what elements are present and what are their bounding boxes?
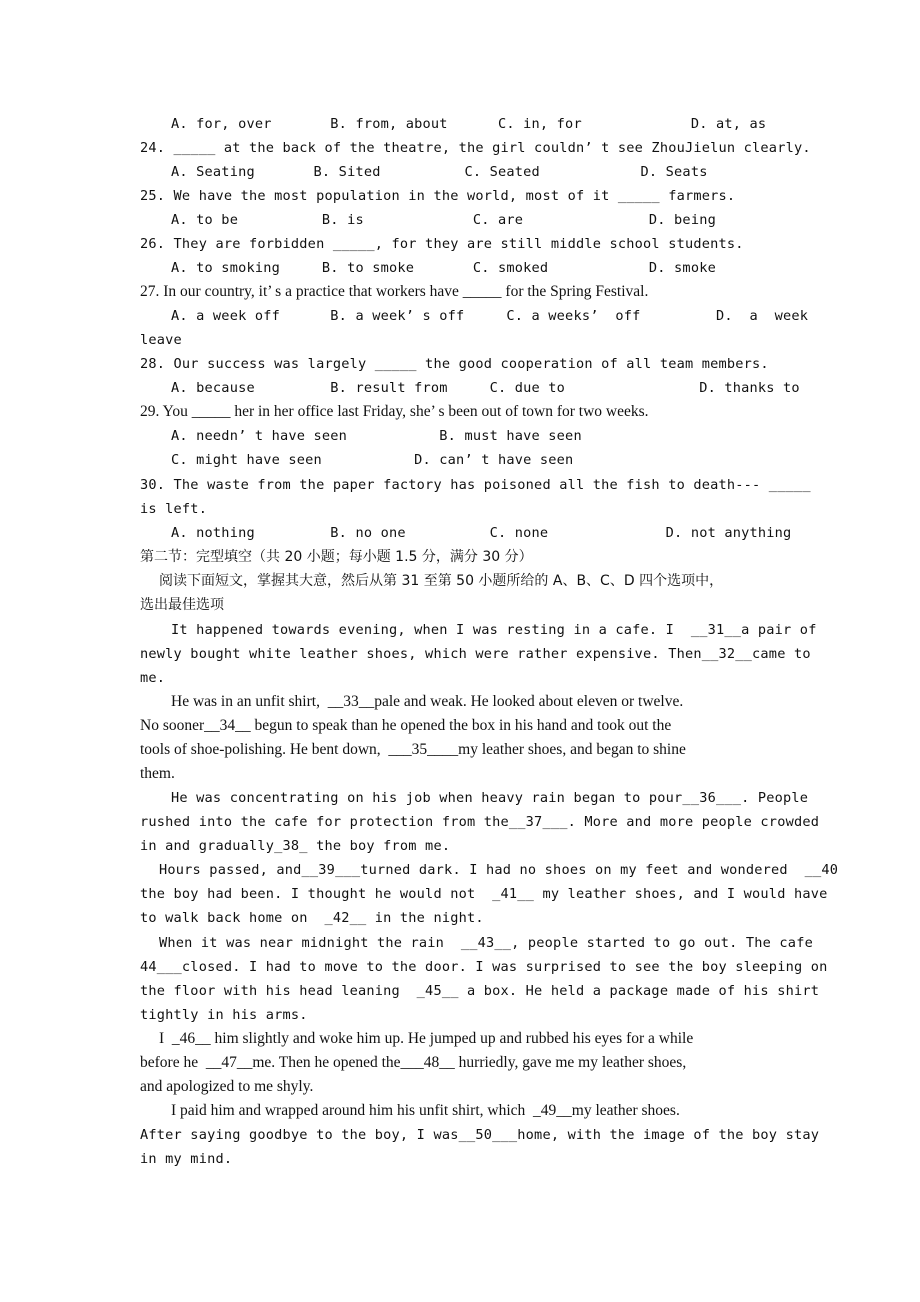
passage-line: them. [140, 765, 175, 782]
q28-options: A. because B. result from C. due to D. thanks to [171, 380, 800, 396]
passage-line: in and gradually_38_ the boy from me. [140, 838, 451, 854]
q25-stem: 25. We have the most population in the world, most of it _____ farmers. [140, 188, 736, 204]
q27-stem: 27. In our country, it’ s a practice that workers have _____ for the Spring Festival. [140, 283, 649, 300]
passage-line: When it was near midnight the rain __43__, people started to go out. The cafe [159, 935, 813, 951]
q24-options: A. Seating B. Sited C. Seated D. Seats [171, 164, 708, 180]
q27-options: A. a week off B. a week’ s off C. a weeks’ off D. a week [171, 308, 809, 324]
passage-line: to walk back home on _42__ in the night. [140, 910, 484, 926]
passage-line: the floor with his head leaning _45__ a box. He held a package made of his shirt [140, 983, 820, 999]
passage-line: He was in an unfit shirt, __33__pale and weak. He looked about eleven or twelve. [171, 693, 684, 710]
q30-stem: 30. The waste from the paper factory has poisoned all the fish to death--- _____ [140, 477, 811, 493]
section2-heading: 第二节：完型填空（共 20 小题；每小题 1.5 分，满分 30 分） [140, 549, 533, 565]
q29-options-cd: C. might have seen D. can’ t have seen [171, 452, 574, 468]
q24-stem: 24. _____ at the back of the theatre, the girl couldn’ t see ZhouJielun clearly. [140, 140, 811, 156]
section2-instruction: 阅读下面短文，掌握其大意，然后从第 31 至第 50 小题所给的 A、B、C、D 四个选项中， [159, 573, 724, 589]
passage-line: It happened towards evening, when I was resting in a cafe. I __31__a pair of [171, 622, 817, 638]
passage-line: tools of shoe-polishing. He bent down, ___35____my leather shoes, and began to shine [140, 741, 686, 758]
q29-options-ab: A. needn’ t have seen B. must have seen [171, 428, 582, 444]
q30-stem-cont: is left. [140, 501, 208, 517]
q29-stem: 29. You _____ her in her office last Friday, she’ s been out of town for two weeks. [140, 403, 649, 420]
q28-stem: 28. Our success was largely _____ the good cooperation of all team members. [140, 356, 769, 372]
passage-line: 44___closed. I had to move to the door. I was surprised to see the boy sleeping on [140, 959, 828, 975]
passage-line: After saying goodbye to the boy, I was__50___home, with the image of the boy stay [140, 1127, 820, 1143]
passage-line: tightly in his arms. [140, 1007, 308, 1023]
passage-line: rushed into the cafe for protection from the__37___. More and more people crowded [140, 814, 820, 830]
q30-options: A. nothing B. no one C. none D. not anything [171, 525, 792, 541]
passage-line: Hours passed, and__39___turned dark. I had no shoes on my feet and wondered __40 [159, 862, 839, 878]
q23-options: A. for, over B. from, about C. in, for D. at, as [171, 116, 767, 132]
q26-stem: 26. They are forbidden _____, for they are still middle school students. [140, 236, 744, 252]
passage-line: I paid him and wrapped around him his unfit shirt, which _49__my leather shoes. [171, 1102, 680, 1119]
section2-instruction-cont: 选出最佳选项 [140, 597, 224, 613]
passage-line: before he __47__me. Then he opened the___48__ hurriedly, gave me my leather shoes, [140, 1054, 687, 1071]
passage-line: the boy had been. I thought he would not _41__ my leather shoes, and I would have [140, 886, 828, 902]
q27-options-cont: leave [140, 332, 182, 348]
passage-line: newly bought white leather shoes, which were rather expensive. Then__32__came to [140, 646, 811, 662]
q26-options: A. to smoking B. to smoke C. smoked D. smoke [171, 260, 716, 276]
passage-line: I _46__ him slightly and woke him up. He jumped up and rubbed his eyes for a while [159, 1030, 694, 1047]
passage-line: in my mind. [140, 1151, 233, 1167]
q25-options: A. to be B. is C. are D. being [171, 212, 716, 228]
passage-line: me. [140, 670, 166, 686]
passage-line: No sooner__34__ begun to speak than he opened the box in his hand and took out the [140, 717, 672, 734]
passage-line: He was concentrating on his job when heavy rain began to pour__36___. People [171, 790, 809, 806]
passage-line: and apologized to me shyly. [140, 1078, 314, 1095]
